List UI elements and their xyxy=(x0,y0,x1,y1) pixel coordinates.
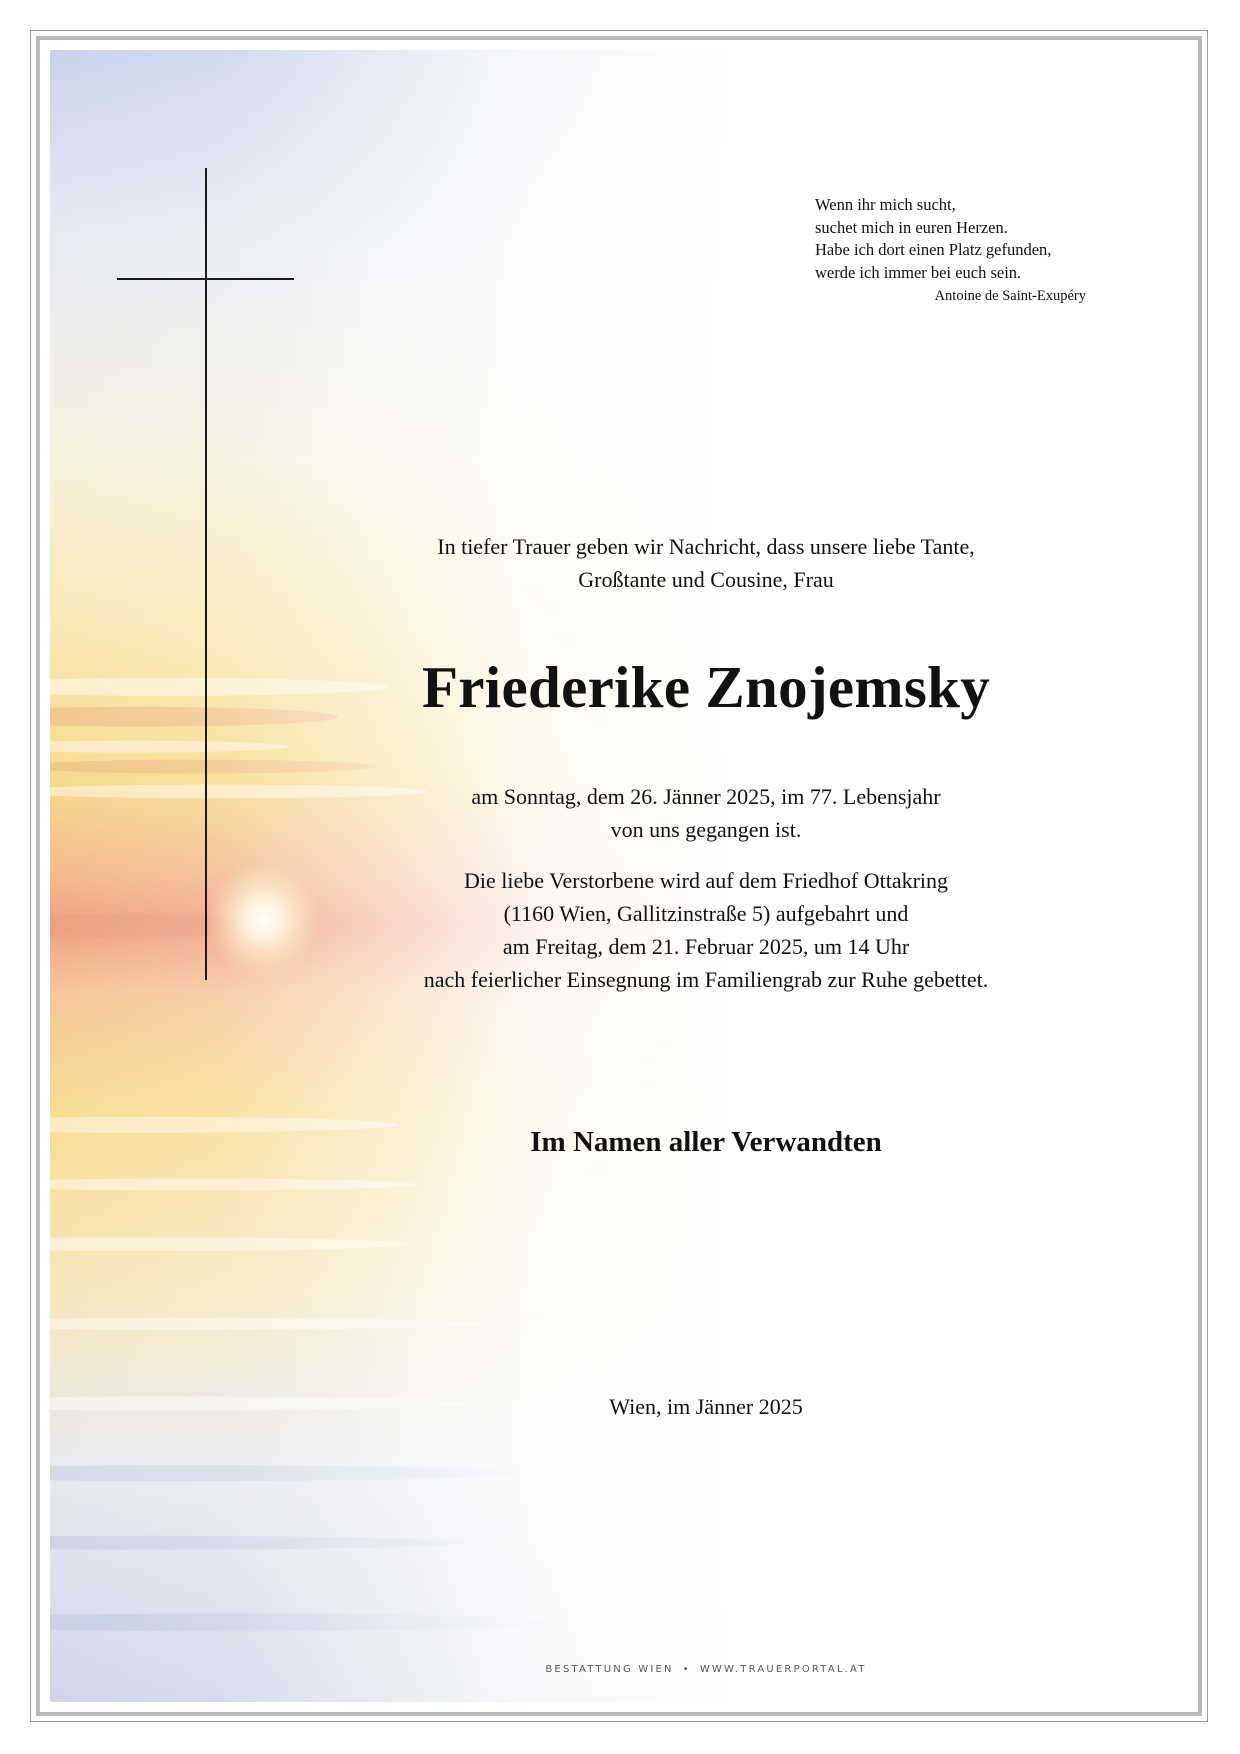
quote-author: Antoine de Saint-Exupéry xyxy=(934,288,1086,304)
intro-line: In tiefer Trauer geben wir Nachricht, dass unsere liebe Tante, xyxy=(437,534,975,559)
announcement-intro xyxy=(300,530,1112,596)
funeral-details xyxy=(300,864,1112,996)
footer-separator: • xyxy=(682,1664,691,1675)
death-notice-line: am Sonntag, dem 26. Jänner 2025, im 77. Lebensjahr xyxy=(471,784,941,809)
funeral-line: am Freitag, dem 21. Februar 2025, um 14 Uhr xyxy=(502,934,910,959)
quote-line: Wenn ihr mich sucht, xyxy=(815,195,956,214)
funeral-line: Die liebe Verstorbene wird auf dem Friedhof Ottakring xyxy=(463,868,949,893)
funeral-line: (1160 Wien, Gallitzinstraße 5) aufgebahrt und xyxy=(503,901,909,926)
family-signature: Im Namen aller Verwandten xyxy=(530,1126,882,1158)
intro-line: Großtante und Cousine, Frau xyxy=(578,567,834,592)
death-notice-line: von uns gegangen ist. xyxy=(610,817,802,842)
cross-symbol-vertical xyxy=(205,168,207,980)
deceased-name: Friederike Znojemsky xyxy=(421,654,991,720)
place-and-date: Wien, im Jänner 2025 xyxy=(609,1394,803,1419)
quote-line: suchet mich in euren Herzen. xyxy=(815,217,1008,237)
quote-line: werde ich immer bei euch sein. xyxy=(815,262,1022,282)
quote-line: Habe ich dort einen Platz gefunden, xyxy=(815,240,1052,259)
footer-company: BESTATTUNG WIEN xyxy=(545,1664,674,1675)
footer-website-link[interactable]: WWW.TRAUERPORTAL.AT xyxy=(699,1664,867,1675)
death-notice xyxy=(300,780,1112,846)
footer-credit xyxy=(300,1664,1112,1675)
funeral-line: nach feierlicher Einsegnung im Familiengrab zur Ruhe gebettet. xyxy=(423,967,989,992)
memorial-quote xyxy=(815,194,1115,308)
cross-symbol-horizontal xyxy=(117,278,294,280)
